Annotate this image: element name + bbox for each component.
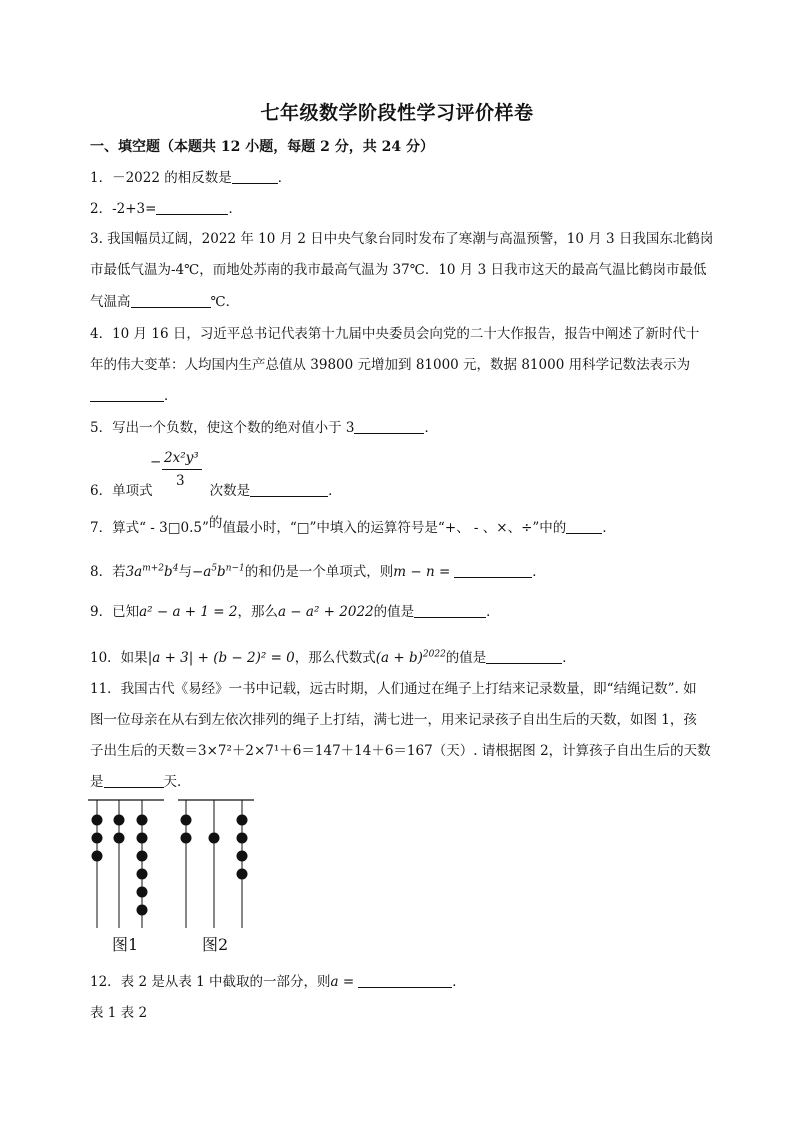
question-1-text: 1．－2022 的相反数是 (90, 170, 232, 186)
question-11-line-4: 是 天． (90, 774, 191, 790)
answer-blank[interactable] (232, 169, 278, 184)
question-7-text: 7．算式“ - 3□0.5” (90, 520, 209, 536)
question-4-line-1: 4．10 月 16 日，习近平总书记代表第十九届中央委员会向党的二十大作报告，报告中阐述了新时代十 (90, 326, 700, 342)
question-9: 9．已知a² − a + 1 = 2，那么a − a² + 2022的值是 ． (90, 604, 500, 620)
answer-blank[interactable] (486, 649, 562, 664)
answer-blank[interactable] (156, 200, 228, 215)
question-11-line-1: 11．我国古代《易经》一书中记载，远古时期，人们通过在绳子上打结来记录数量，即“结绳记数”. 如 (90, 681, 697, 697)
question-10: 10．如果|a + 3| + (b − 2)² = 0，那么代数式$(a + b)^{2022}$的值是 ． (90, 649, 576, 666)
figure-1-knots (88, 800, 164, 928)
question-3-line-3: 气温高 ℃． (90, 294, 240, 310)
question-6: 6．单项式 次数是 ． (90, 483, 342, 499)
tables-caption: 表 1 表 2 (90, 1005, 148, 1021)
section-heading: 一、填空题（本题共 12 小题，每题 2 分，共 24 分） (90, 139, 434, 155)
question-11-line-3: 子出生后的天数＝3×7²＋2×7¹＋6＝147＋14＋6＝167（天）. 请根据图 2，计算孩子自出生后的天数 (90, 743, 711, 759)
question-11-line-2: 图一位母亲在从右到左依次排列的绳子上打结，满七进一，用来记录孩子自出生后的天数，如图 1，孩 (90, 712, 697, 728)
monomial-2: $-a^5b^{n-1}$ (191, 563, 245, 580)
question-8: 8．若$3a^{m+2}b^4$与$-a^5b^{n-1}$的和仍是一个单项式，则m − n = ． (90, 563, 546, 580)
question-5: 5．写出一个负数，使这个数的绝对值小于 3 ． (90, 420, 438, 436)
answer-blank[interactable] (131, 293, 211, 308)
question-2: 2．-2+3= ． (90, 201, 242, 217)
expression: a = (330, 974, 355, 990)
figure-2-knots (178, 800, 254, 928)
exam-page: 七年级数学阶段性学习评价样卷 一、填空题（本题共 12 小题，每题 2 分，共 24 分） 1．－2022 的相反数是 ． 2．-2+3= ． 3. 我国幅员辽阔，2022 年 10 月 2 日中央气象台同时发布了寒潮与高温预警，10 月 3 日我国东北鹤岗 市最低气温为-4℃，而地处苏南的我市最高气温为 37℃．10 月 3 日我市这天的最高气温比鹤岗市最低 气温高 ℃． 4．10 月 16 日，习近平总书记代表第十九届中央委员会向党的二十大作报告，报告中阐述了新时代十 年的伟大变革：人均国内生产总值从 39800 元增加到 81000 元，数据 81000 用科学记数法表示为 ． 5．写出一个负数，使这个数的绝对值小于 3 ． − 2x²y³ 3 6．单项式 次数是 ． 7．算式“ - 3□0.5”的值最小时，“□”中填入的运算符号是“+、 - 、×、÷”中的 ． 8．若$3a^{m+2}b^4$与$-a^5b^{n-1}$的和仍是一个单项式，则m − n = ． 9．已知a² − a + 1 = 2，那么a − a² + 2022的值是 ． 10．如果|a + 3| + (b − 2)² = 0，那么代数式$(a + b)^{2022}$的值是 ． 11．我国古代《易经》一书中记载，远古时期，人们通过在绳子上打结来记录数量，即“结绳记数”. 如 图一位母亲在从右到左依次排列的绳子上打结，满七进一，用来记录孩子自出生后的天数，如图 1，孩 子出生后的天数＝3×7²＋2×7¹＋6＝147＋14＋6＝167（天）. 请根据图 2，计算孩子自出生后的天数 是 天． 图1 图2 12．表 2 是从表 1 中截取的一部分，则a = ． 表 1 表 2 (0, 0, 794, 1123)
expression: a − a² + 2022 (277, 604, 374, 620)
question-1: 1．－2022 的相反数是 ． (90, 170, 292, 186)
question-4-line-3: ． (90, 384, 178, 404)
answer-blank[interactable] (354, 419, 424, 434)
question-2-text: 2．-2+3= (90, 201, 157, 217)
fraction-numerator: 2x²y³ (164, 450, 199, 466)
answer-blank[interactable] (250, 482, 328, 497)
fraction-denominator: 3 (176, 473, 185, 489)
expression: m − n = (393, 564, 451, 580)
knot-record-figures (88, 794, 268, 964)
figure-2-label: 图2 (202, 935, 229, 954)
answer-blank[interactable] (90, 387, 164, 402)
answer-blank[interactable] (414, 603, 486, 618)
answer-blank[interactable] (104, 773, 164, 788)
answer-blank[interactable] (566, 519, 602, 534)
question-3-line-2: 市最低气温为-4℃，而地处苏南的我市最高气温为 37℃．10 月 3 日我市这天的最高气温比鹤岗市最低 (90, 262, 707, 278)
question-7: 7．算式“ - 3□0.5”的值最小时，“□”中填入的运算符号是“+、 - 、×、÷”中的 ． (90, 515, 616, 536)
question-5-text: 5．写出一个负数，使这个数的绝对值小于 3 (90, 420, 355, 436)
question-12: 12．表 2 是从表 1 中截取的一部分，则a = ． (90, 974, 466, 990)
expression: $(a + b)^{2022}$ (375, 649, 446, 666)
answer-blank[interactable] (454, 563, 532, 578)
monomial-1: $3a^{m+2}b^4$ (125, 563, 179, 580)
equation: a² − a + 1 = 2 (139, 604, 238, 620)
answer-blank[interactable] (358, 973, 452, 988)
figure-1-label: 图1 (112, 935, 139, 954)
question-6-text: 6．单项式 (90, 483, 153, 499)
question-3-line-1: 3. 我国幅员辽阔，2022 年 10 月 2 日中央气象台同时发布了寒潮与高温预警，10 月 3 日我国东北鹤岗 (90, 231, 714, 247)
question-4-line-2: 年的伟大变革：人均国内生产总值从 39800 元增加到 81000 元，数据 81000 用科学记数法表示为 (90, 357, 691, 373)
equation: |a + 3| + (b − 2)² = 0 (147, 650, 295, 666)
fraction-bar (162, 469, 202, 470)
page-title: 七年级数学阶段性学习评价样卷 (260, 102, 534, 124)
